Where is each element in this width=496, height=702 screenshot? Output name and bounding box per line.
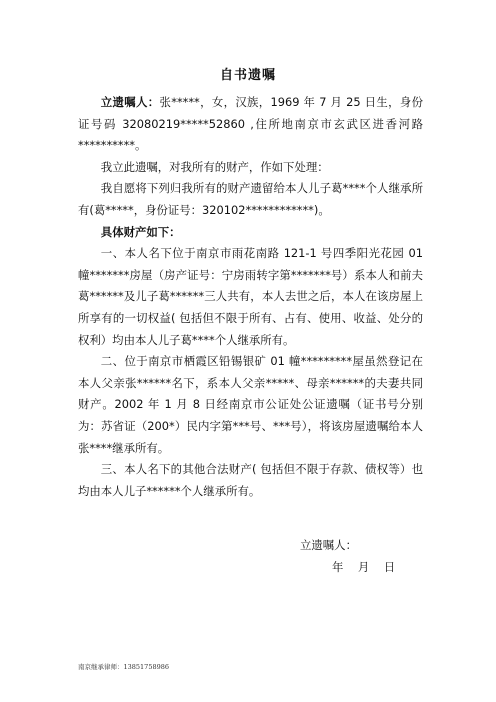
intro-paragraph: 我立此遗嘱，对我所有的财产，作如下处理：	[100, 159, 329, 174]
footer-contact: 南京继承律师：13851758986	[78, 663, 169, 671]
signature-label: 立遗嘱人：	[300, 538, 357, 552]
assets-heading: 具体财产如下：	[100, 224, 181, 239]
asset-item-3: 三、本人名下的其他合法财产( 包括但不限于存款、债权等）也均由本人儿子******个人继承所有。	[78, 462, 423, 498]
asset-item-2: 二、位于南京市栖霞区铅锡银矿 01 幢*********屋虽然登记在本人父亲张******名下，系本人父亲*****、母亲******的夫妻共同财产。2002 年 1 月 8 日经南京市公证处公证遗嘱（证书号分别为：苏省证（200*）民内字第***号、***号），将该房屋遗嘱给本人张****继承所有。	[78, 354, 423, 455]
signature-date: 年 月 日	[332, 560, 396, 574]
testator-info: 张*****，女，汉族，1969 年 7 月 25 日生，身份证号码 32080219*****52860 ,住所地南京市玄武区进香河路**********。	[78, 95, 423, 153]
document-title: 自书遗嘱	[219, 68, 276, 83]
testator-label: 立遗嘱人：	[100, 95, 160, 109]
asset-item-1: 一、本人名下位于南京市雨花南路 121-1 号四季阳光花园 01 幢*******房屋（房产证号：宁房雨转字第*******号）系本人和前夫葛******及儿子葛******三人共有，本人去世之后，本人在该房屋上所享有的一切权益( 包括但不限于所有、占有、使用、收益、处分的权利）均由本人儿子葛****个人继承所有。	[78, 246, 423, 347]
testator-paragraph	[78, 92, 423, 157]
bequest-paragraph: 我自愿将下列归我所有的财产遗留给本人儿子葛****个人继承所有(葛*****，身份证号：320102************)。	[78, 181, 423, 217]
will-body	[78, 92, 423, 502]
